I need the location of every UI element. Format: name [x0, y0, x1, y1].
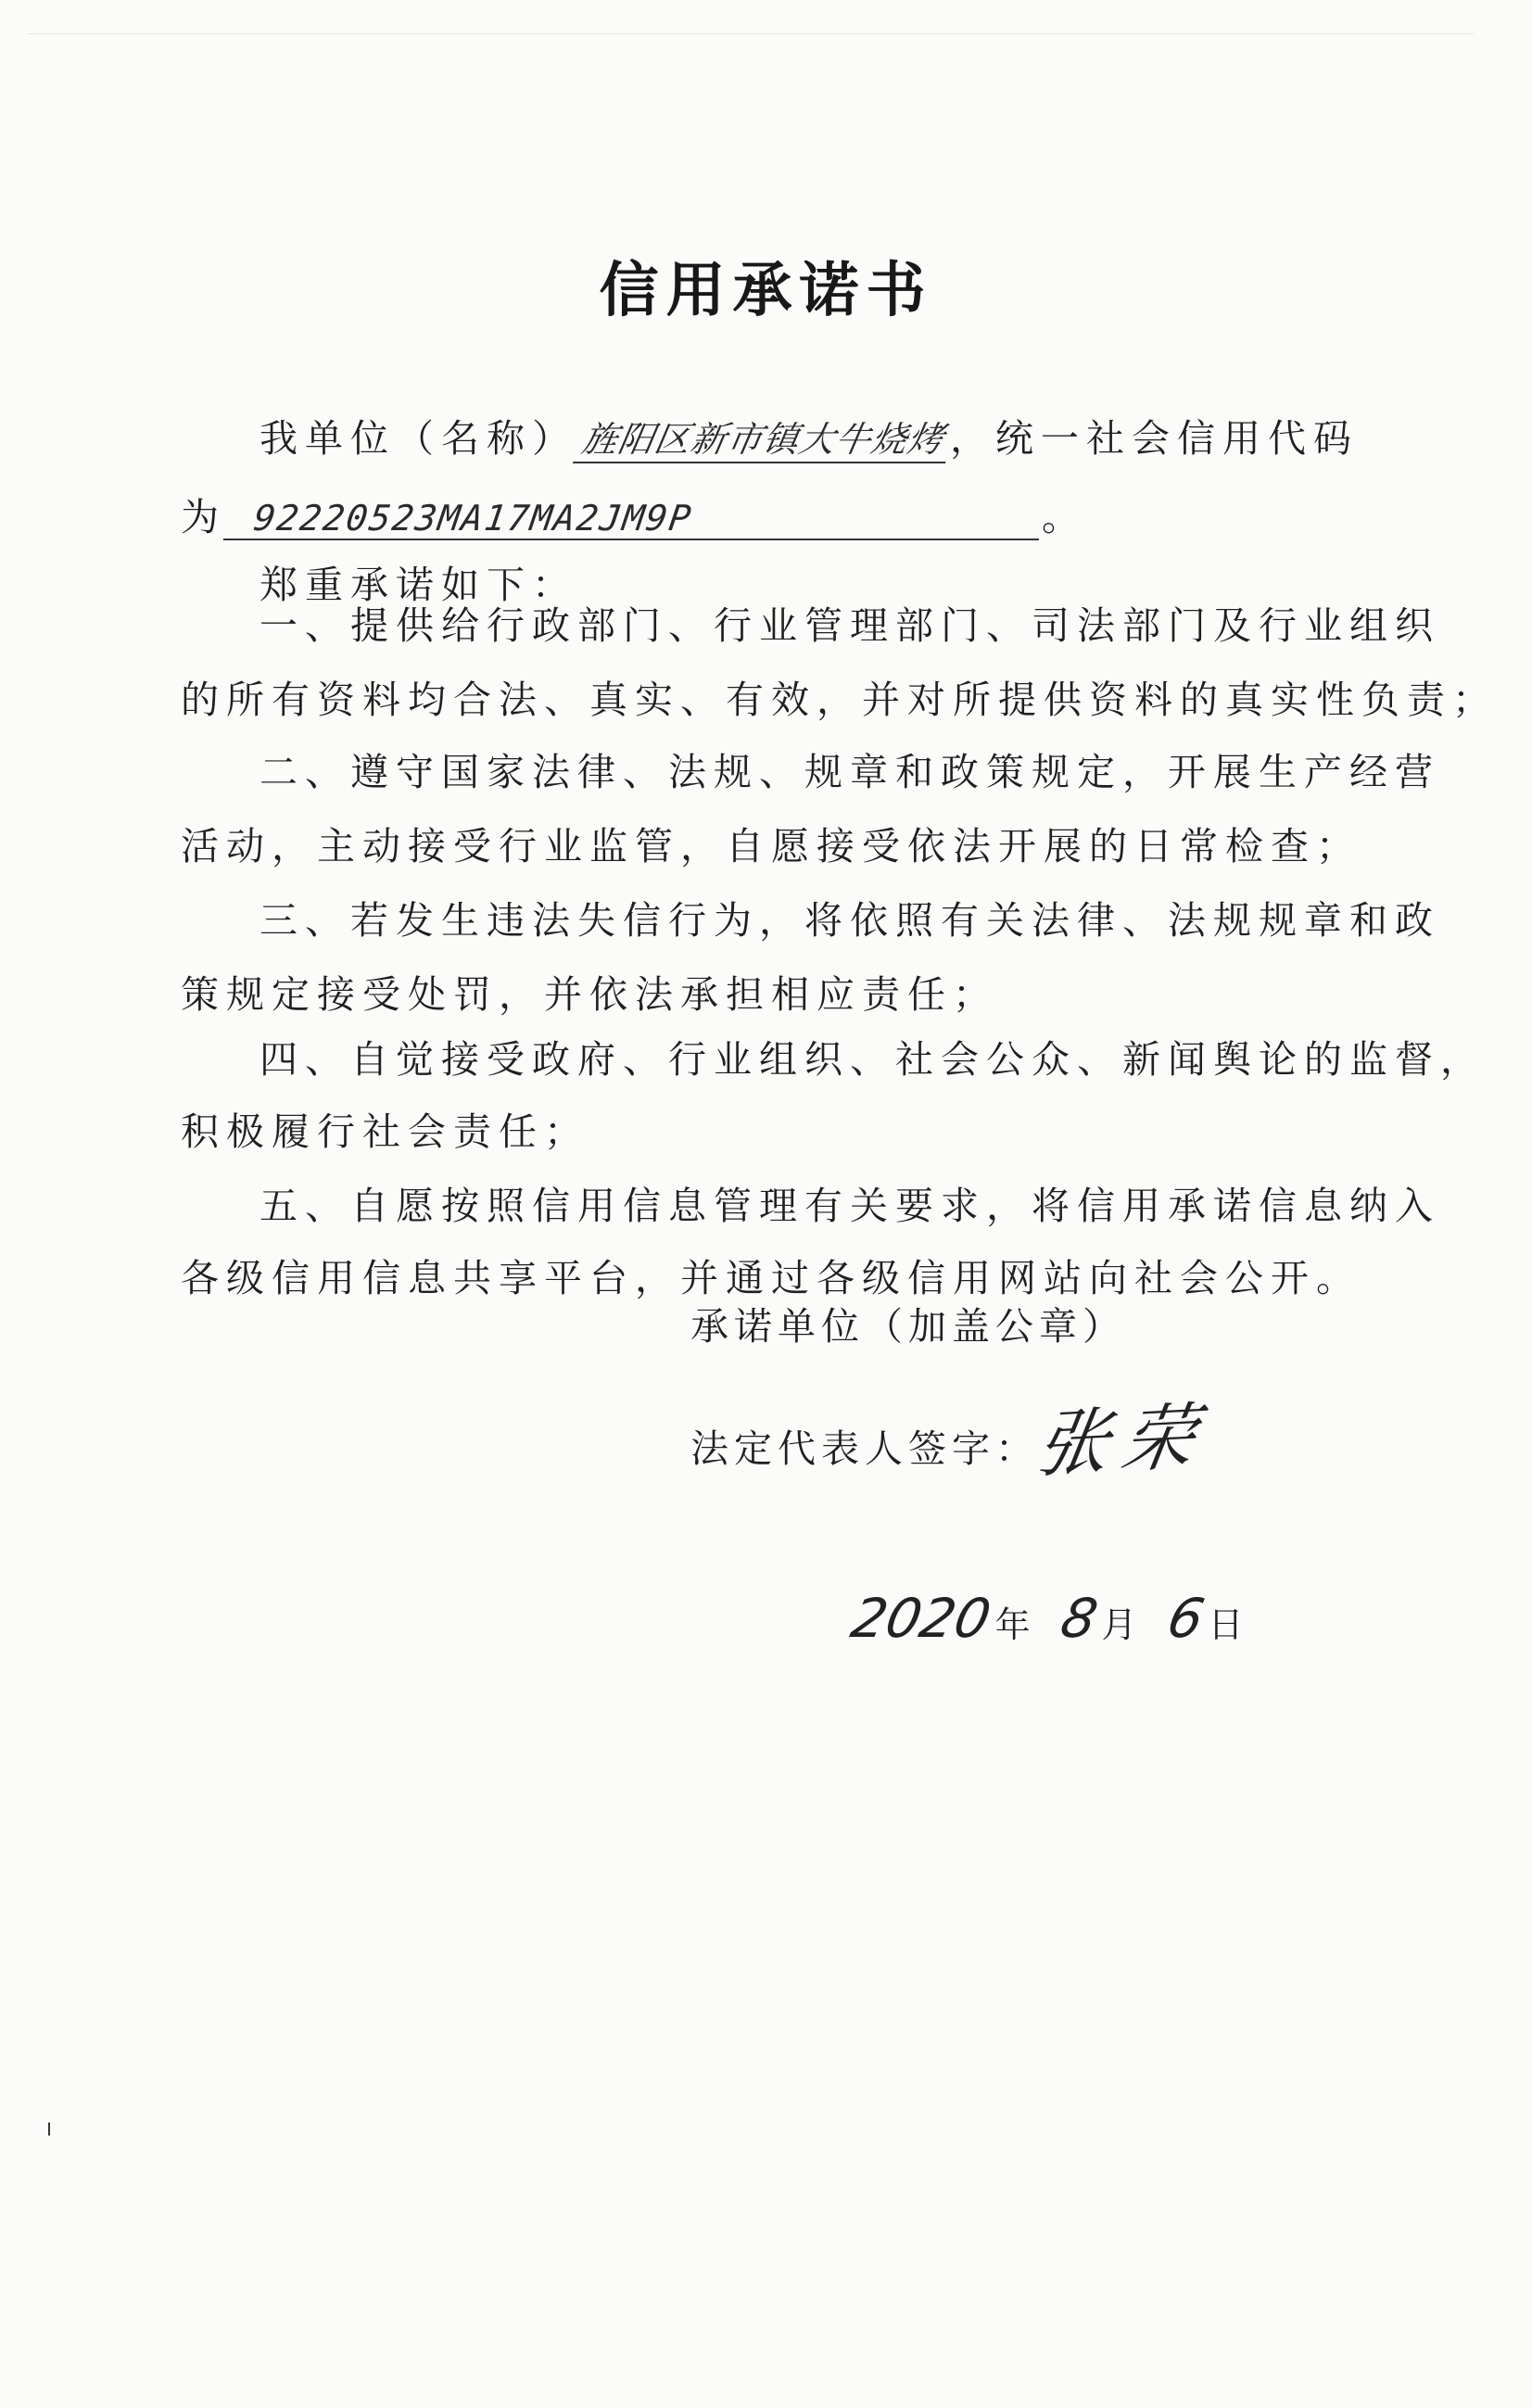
document-title: 信用承诺书	[599, 256, 933, 325]
intro-prefix: 我单位（名称）	[260, 416, 577, 461]
promise-line-4: 活动，主动接受行业监管，自愿接受依法开展的日常检查；	[181, 824, 1361, 868]
credit-code-handwritten: 92220523MA17MA2JM9P	[223, 498, 1045, 540]
date-month-unit: 月	[1101, 1604, 1137, 1645]
date-line	[845, 1587, 1274, 1650]
scan-edge-line	[28, 33, 1474, 34]
intro-line	[260, 408, 1437, 463]
promise-line-1: 一、提供给行政部门、行业管理部门、司法部门及行业组织	[260, 603, 1440, 648]
date-month: 8	[1055, 1587, 1103, 1650]
promise-line-8: 积极履行社会责任；	[181, 1109, 589, 1154]
promise-line-3: 二、遵守国家法律、法规、规章和政策规定，开展生产经营	[260, 750, 1440, 794]
promise-line-5: 三、若发生违法失信行为，将依照有关法律、法规规章和政	[260, 898, 1440, 943]
credit-code-line	[181, 487, 1358, 541]
promise-heading: 郑重承诺如下：	[260, 563, 577, 607]
promise-line-10: 各级信用信息共享平台，并通过各级信用网站向社会公开。	[181, 1256, 1361, 1300]
code-suffix: 。	[1042, 495, 1087, 539]
code-prefix: 为	[181, 495, 226, 539]
legal-rep-label: 法定代表人签字：	[690, 1426, 1039, 1471]
handwritten-signature: 张荣	[1030, 1394, 1214, 1489]
unit-name-handwritten: 旌阳区新市镇大牛烧烤	[573, 411, 955, 463]
promise-line-2: 的所有资料均合法、真实、有效，并对所提供资料的真实性负责；	[181, 678, 1498, 722]
promise-line-7: 四、自觉接受政府、行业组织、社会公众、新闻舆论的监督，	[260, 1037, 1486, 1082]
date-day-unit: 日	[1208, 1604, 1244, 1645]
committing-unit-label: 承诺单位（加盖公章）	[690, 1304, 1126, 1349]
promise-line-6: 策规定接受处罚，并依法承担相应责任；	[181, 972, 998, 1017]
date-day: 6	[1161, 1587, 1209, 1650]
intro-suffix: ，统一社会信用代码	[950, 416, 1360, 461]
date-year-unit: 年	[994, 1604, 1031, 1645]
scan-artifact-mark	[48, 2123, 50, 2136]
promise-line-9: 五、自愿按照信用信息管理有关要求，将信用承诺信息纳入	[260, 1184, 1440, 1228]
date-year: 2020	[845, 1587, 996, 1650]
